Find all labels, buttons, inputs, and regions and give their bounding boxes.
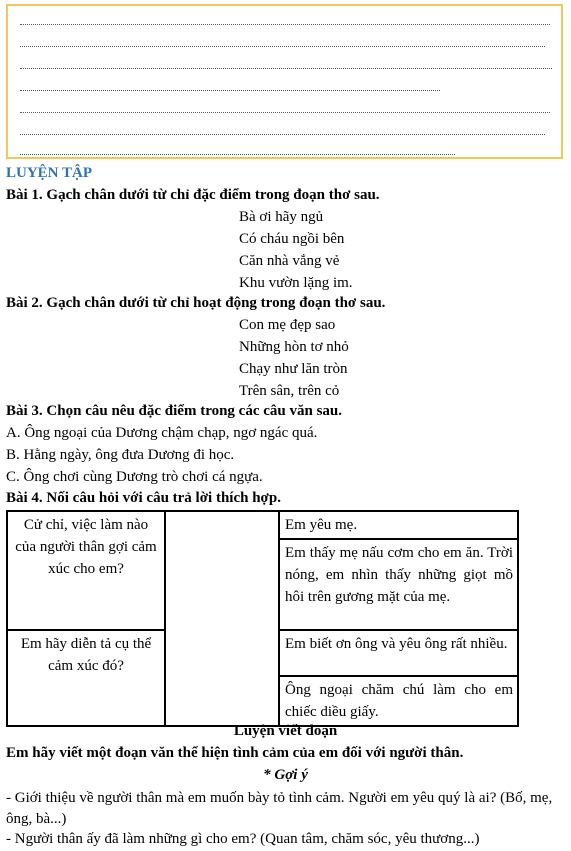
answer-text: Ông ngoại chăm chú làm cho em chiếc diều giấy. xyxy=(285,682,513,720)
answer-cell[interactable] xyxy=(279,511,518,539)
question-text: Cử chỉ, việc làm nào của người thân gợi cảm xúc cho em? xyxy=(15,517,157,577)
connector-gap[interactable] xyxy=(165,511,279,726)
exercise-4-title: Bài 4. Nối câu hỏi với câu trả lời thích hợp. xyxy=(6,490,281,506)
answer-writing-box[interactable] xyxy=(6,4,563,159)
hint-item: - Giới thiệu về người thân mà em muốn bày tỏ tình cảm. Người em yêu quý là ai? (Bố, mẹ, ông, bà...) xyxy=(6,790,553,827)
answer-cell[interactable] xyxy=(279,630,518,676)
dotted-answer-line xyxy=(20,154,455,155)
writing-task: Em hãy viết một đoạn văn thể hiện tình cảm của em đối với người thân. xyxy=(6,745,464,761)
answer-text: Em thấy mẹ nấu cơm cho em ăn. Trời nóng, em nhìn thấy những giọt mồ hôi trên gương mặt của mẹ. xyxy=(285,545,513,605)
option-a[interactable]: A. Ông ngoại của Dương chậm chạp, ngơ ngác quá. xyxy=(6,425,318,441)
poem-line: Căn nhà vắng vẻ xyxy=(239,253,340,269)
hint-label: * Gợi ý xyxy=(263,767,308,783)
poem-line: Bà ơi hãy ngủ xyxy=(239,209,324,225)
question-cell[interactable] xyxy=(7,630,165,726)
dotted-answer-line xyxy=(20,112,550,113)
exercise-2-title: Bài 2. Gạch chân dưới từ chỉ hoạt động trong đoạn thơ sau. xyxy=(6,295,386,311)
answer-text: Em yêu mẹ. xyxy=(285,517,358,533)
exercise-3-title: Bài 3. Chọn câu nêu đặc điểm trong các câu văn sau. xyxy=(6,403,343,419)
poem-line: Con mẹ đẹp sao xyxy=(239,317,336,333)
dotted-answer-line xyxy=(20,134,545,135)
section-title: LUYỆN TẬP xyxy=(6,165,92,181)
answer-cell[interactable] xyxy=(279,676,518,726)
dotted-answer-line xyxy=(20,24,550,25)
dotted-answer-line xyxy=(20,46,545,47)
question-cell[interactable] xyxy=(7,511,165,630)
poem-line: Trên sân, trên cỏ xyxy=(239,383,340,399)
question-text: Em hãy diễn tả cụ thể cảm xúc đó? xyxy=(20,636,152,674)
poem-line: Có cháu ngồi bên xyxy=(239,231,345,247)
option-b[interactable]: B. Hằng ngày, ông đưa Dương đi học. xyxy=(6,447,235,463)
option-c[interactable]: C. Ông chơi cùng Dương trò chơi cá ngựa. xyxy=(6,469,263,485)
poem-line: Những hòn tơ nhỏ xyxy=(239,339,349,355)
dotted-answer-line xyxy=(20,68,552,69)
answer-text: Em biết ơn ông và yêu ông rất nhiều. xyxy=(285,636,508,652)
hint-item: - Người thân ấy đã làm những gì cho em? (Quan tâm, chăm sóc, yêu thương...) xyxy=(6,831,480,847)
poem-line: Khu vườn lặng im. xyxy=(239,275,353,291)
exercise-1-title: Bài 1. Gạch chân dưới từ chỉ đặc điểm trong đoạn thơ sau. xyxy=(6,187,380,203)
writing-title: Luyện viết đoạn xyxy=(233,723,338,739)
matching-table xyxy=(6,510,519,727)
answer-cell[interactable] xyxy=(279,539,518,630)
poem-line: Chạy như lăn tròn xyxy=(239,361,348,377)
dotted-answer-line xyxy=(20,90,440,91)
